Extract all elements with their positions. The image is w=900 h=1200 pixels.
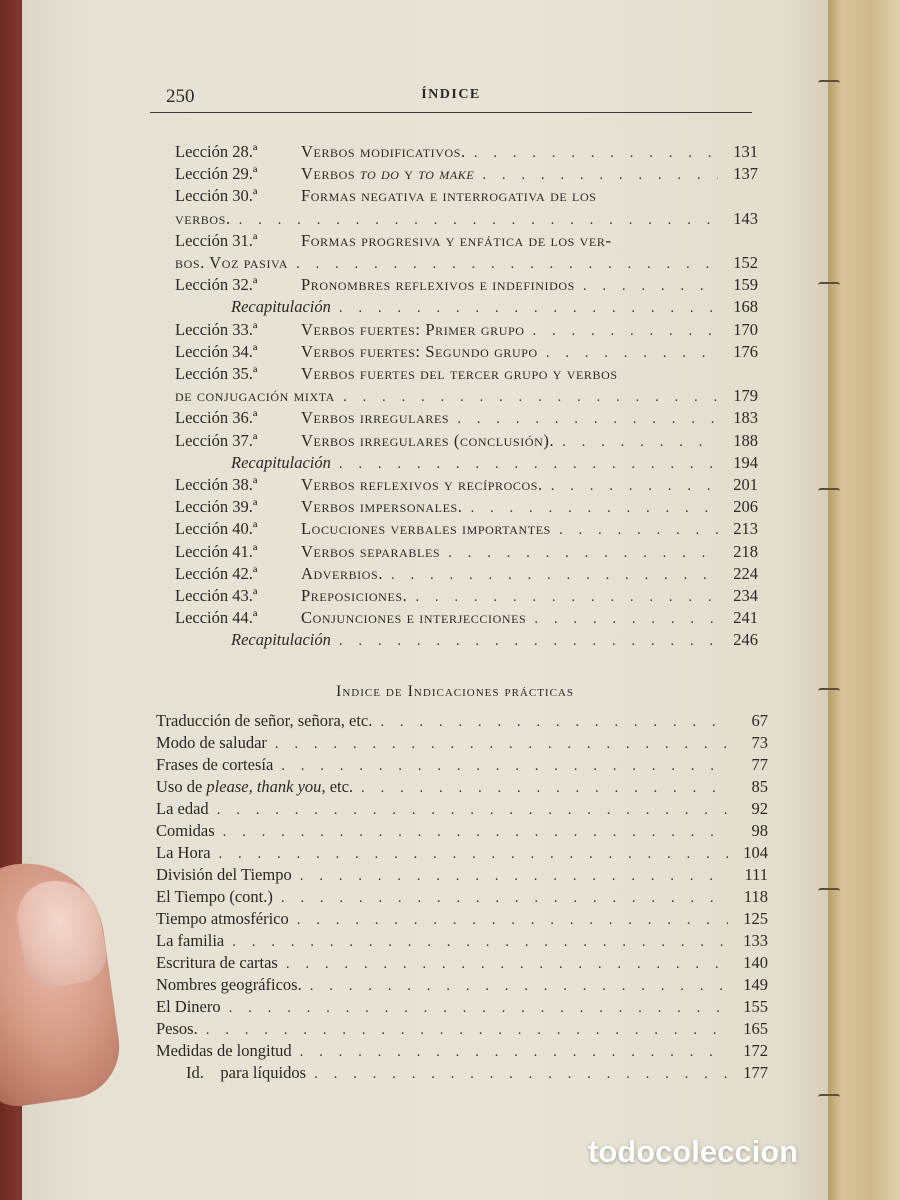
toc-recap-line: [231, 452, 758, 474]
practical-title: La edad: [156, 799, 209, 818]
lesson-number: Lección 42.ª: [175, 563, 258, 583]
practical-entry: [156, 754, 768, 776]
page-ref: 206: [733, 497, 758, 517]
page-ref: 188: [733, 430, 758, 450]
binding-stitch: [818, 888, 840, 896]
recap-title: Recapitulación: [231, 630, 331, 650]
page-ref: 194: [733, 452, 758, 472]
dot-leader: [306, 1063, 728, 1085]
practical-title: El Dinero: [156, 997, 221, 1016]
page-ref: 73: [751, 733, 768, 752]
lesson-number: Lección 34.ª: [175, 341, 258, 361]
page-ref: 218: [733, 541, 758, 561]
practical-entry: [156, 930, 768, 952]
dot-leader: [575, 275, 718, 297]
lesson-number: Lección 44.ª: [175, 608, 258, 628]
lesson-number: Lección 39.ª: [175, 497, 258, 517]
practical-entry: [156, 996, 768, 1018]
binding-stitch: [818, 1094, 840, 1102]
dot-leader: [273, 755, 728, 777]
page-ref: 176: [733, 341, 758, 361]
practical-entry: [156, 710, 768, 732]
dot-leader: [278, 953, 728, 975]
binding-stitch: [818, 688, 840, 696]
practical-entry: [156, 1018, 768, 1040]
dot-leader: [407, 586, 718, 608]
dot-leader: [331, 453, 718, 475]
practical-entry: [156, 776, 768, 798]
dot-leader: [463, 497, 718, 519]
toc-lesson-line: [175, 141, 758, 163]
dot-leader: [554, 431, 718, 453]
toc-lesson-line: [175, 163, 758, 185]
practical-entry: [156, 820, 768, 842]
dot-leader: [372, 711, 728, 733]
lesson-title: Verbos fuertes del tercer grupo y verbos: [301, 364, 618, 383]
lesson-title: Verbos reflexivos y recíprocos.: [301, 475, 543, 494]
lesson-number: Lección 29.ª: [175, 164, 258, 184]
toc-lesson-line: [175, 607, 758, 629]
page-ref: 118: [743, 887, 768, 906]
page-ref: 177: [743, 1063, 768, 1082]
page-ref: 241: [733, 608, 758, 628]
page-ref: 137: [733, 164, 758, 184]
practical-entry: [186, 1062, 768, 1084]
page-number: 250: [166, 86, 195, 107]
practical-title: Comidas: [156, 821, 215, 840]
title-part: Uso de: [156, 777, 207, 796]
lesson-title-cont: verbos.: [175, 208, 231, 228]
lesson-title-cont: bos. Voz pasiva: [175, 253, 289, 272]
toc-lesson-line: [175, 274, 758, 296]
lesson-number: Lección 35.ª: [175, 364, 258, 383]
page-ref: 133: [743, 931, 768, 950]
page-ref: 125: [743, 909, 768, 928]
toc-lesson-line: [175, 585, 758, 607]
practical-entry: [156, 732, 768, 754]
binding-stitch: [818, 80, 840, 88]
page-ref: 77: [751, 755, 768, 774]
page-ref: 98: [751, 821, 768, 840]
page-ref: 213: [733, 519, 758, 539]
dot-leader: [221, 997, 728, 1019]
toc-lesson-continuation: [175, 252, 758, 274]
toc-recap-line: [231, 629, 758, 651]
lesson-number: Lección 38.ª: [175, 475, 258, 494]
lesson-title: Verbos irregulares: [301, 408, 450, 428]
practical-title: División del Tiempo: [156, 865, 292, 884]
lesson-title: Adverbios.: [301, 563, 384, 583]
page-ref: 183: [733, 408, 758, 428]
lesson-title: Conjunciones e interjecciones: [301, 608, 527, 628]
dot-leader: [289, 909, 728, 931]
dot-leader: [273, 887, 728, 909]
lesson-title: [301, 163, 474, 185]
toc-recap-line: [231, 296, 758, 318]
page-ref: 165: [743, 1019, 768, 1038]
lesson-title: Formas negativa e interrogativa de los: [301, 186, 597, 206]
page-ref: 149: [743, 975, 768, 994]
page-ref: 92: [751, 799, 768, 818]
practical-title: Modo de saludar: [156, 733, 267, 752]
page-ref: 67: [751, 711, 768, 730]
practical-index-heading: Indice de Indicaciones prácticas: [336, 683, 574, 700]
page-ref: 179: [733, 386, 758, 406]
recap-title: Recapitulación: [231, 297, 331, 317]
dot-leader: [543, 475, 718, 497]
dot-leader: [292, 865, 728, 887]
dot-leader: [449, 408, 718, 430]
dot-leader: [211, 843, 728, 865]
page-ref: 85: [751, 777, 768, 796]
practical-entry: [156, 798, 768, 820]
page-ref: 131: [733, 142, 758, 161]
practical-title: El Tiempo (cont.): [156, 887, 273, 906]
page-ref: 152: [733, 253, 758, 272]
dot-leader: [526, 608, 718, 630]
dot-leader: [474, 164, 718, 186]
lesson-title: Verbos modificativos.: [301, 142, 466, 161]
toc-lesson-line: [175, 341, 758, 363]
lesson-number: Lección 30.ª: [175, 186, 258, 206]
title-part: to make: [418, 164, 475, 184]
recap-title: Recapitulación: [231, 452, 331, 472]
lesson-title: Locuciones verbales importantes: [301, 519, 551, 539]
page-ref: 168: [733, 297, 758, 317]
title-part: please, thank you: [206, 777, 322, 796]
practical-title: La Hora: [156, 843, 211, 862]
title-part: y: [399, 164, 419, 184]
lesson-title-cont: de conjugación mixta: [175, 386, 335, 406]
page-ref: 140: [743, 953, 768, 972]
dot-leader: [331, 297, 718, 319]
title-part: , etc.: [321, 777, 354, 796]
toc-lesson-line: [175, 319, 758, 341]
lesson-number: Lección 31.ª: [175, 230, 258, 250]
page-ref: 172: [743, 1041, 768, 1060]
toc-lesson-continuation: [175, 385, 758, 407]
lesson-number: Lección 41.ª: [175, 541, 258, 561]
toc-lesson-line: [175, 430, 758, 452]
dot-leader: [198, 1019, 728, 1041]
toc-lesson-line: [175, 407, 758, 429]
lesson-title: Preposiciones.: [301, 586, 408, 605]
practical-entry: [156, 864, 768, 886]
page-ref: 246: [733, 630, 758, 650]
dot-leader: [288, 253, 718, 275]
lesson-number: Lección 28.ª: [175, 142, 258, 161]
practical-title: Pesos.: [156, 1019, 198, 1038]
practical-entry: [156, 908, 768, 930]
lesson-title: Formas progresiva y enfática de los ver-: [301, 230, 612, 250]
practical-title: [156, 776, 353, 798]
practical-entry: [156, 886, 768, 908]
practical-title: Medidas de longitud: [156, 1041, 292, 1060]
page-stack-edge: [828, 0, 900, 1200]
lesson-number: Lección 33.ª: [175, 319, 258, 339]
dot-leader: [215, 821, 728, 843]
dot-leader: [209, 799, 728, 821]
practical-entry: [156, 952, 768, 974]
toc-lesson-line: [175, 230, 758, 252]
dot-leader: [538, 342, 718, 364]
toc-lesson-continuation: [175, 208, 758, 230]
watermark: todocoleccion: [588, 1134, 799, 1169]
page-ref: 224: [733, 563, 758, 583]
lesson-title: Verbos irregulares (conclusión).: [301, 430, 555, 450]
lesson-number: Lección 43.ª: [175, 586, 258, 605]
dot-leader: [331, 630, 718, 652]
lesson-title: Verbos impersonales.: [301, 497, 463, 517]
page-ref: 234: [733, 586, 758, 605]
lesson-number: Lección 37.ª: [175, 430, 258, 450]
dot-leader: [302, 975, 728, 997]
practical-title: Nombres geográficos.: [156, 975, 302, 994]
page-ref: 143: [733, 208, 758, 228]
dot-leader: [267, 733, 728, 755]
dot-leader: [335, 386, 718, 408]
binding-stitch: [818, 488, 840, 496]
toc-lesson-line: [175, 474, 758, 496]
toc-lesson-line: [175, 563, 758, 585]
practical-title: Frases de cortesía: [156, 755, 274, 774]
toc-lesson-line: [175, 496, 758, 518]
lesson-title: Pronombres reflexivos e indefinidos: [301, 275, 575, 295]
dot-leader: [525, 320, 719, 342]
lesson-number: Lección 36.ª: [175, 408, 258, 428]
practical-title: La familia: [156, 931, 225, 950]
dot-leader: [224, 931, 728, 953]
page-header: [150, 86, 752, 113]
binding-stitch: [818, 282, 840, 290]
title-part: to do: [359, 164, 400, 184]
page-ref: 170: [733, 319, 758, 339]
practical-title: Escritura de cartas: [156, 953, 278, 972]
lesson-number: Lección 40.ª: [175, 519, 258, 539]
page-ref: 104: [743, 843, 768, 862]
lesson-title: Verbos fuertes: Segundo grupo: [301, 341, 538, 361]
page-ref: 159: [733, 275, 758, 295]
toc-lesson-line: [175, 518, 758, 540]
lesson-title: Verbos separables: [301, 541, 441, 561]
toc-lesson-line: [175, 185, 758, 207]
practical-entry: [156, 842, 768, 864]
page-ref: 155: [743, 997, 768, 1016]
toc-lesson-line: [175, 541, 758, 563]
dot-leader: [383, 564, 718, 586]
dot-leader: [466, 142, 718, 164]
practical-title: Id. para líquidos: [186, 1063, 307, 1082]
dot-leader: [440, 542, 718, 564]
toc-lesson-line: [175, 363, 758, 385]
practical-entry: [156, 974, 768, 996]
practical-title: Tiempo atmosférico: [156, 909, 289, 928]
practical-title: Traducción de señor, señora, etc.: [156, 711, 373, 730]
page-ref: 111: [744, 865, 768, 884]
dot-leader: [292, 1041, 728, 1063]
page-ref: 201: [733, 475, 758, 494]
running-head: ÍNDICE: [421, 87, 481, 102]
dot-leader: [231, 209, 718, 231]
dot-leader: [353, 777, 728, 799]
practical-entry: [156, 1040, 768, 1062]
lesson-title: Verbos fuertes: Primer grupo: [301, 319, 525, 339]
dot-leader: [551, 519, 718, 541]
title-part: Verbos: [301, 164, 360, 184]
lesson-number: Lección 32.ª: [175, 275, 258, 295]
